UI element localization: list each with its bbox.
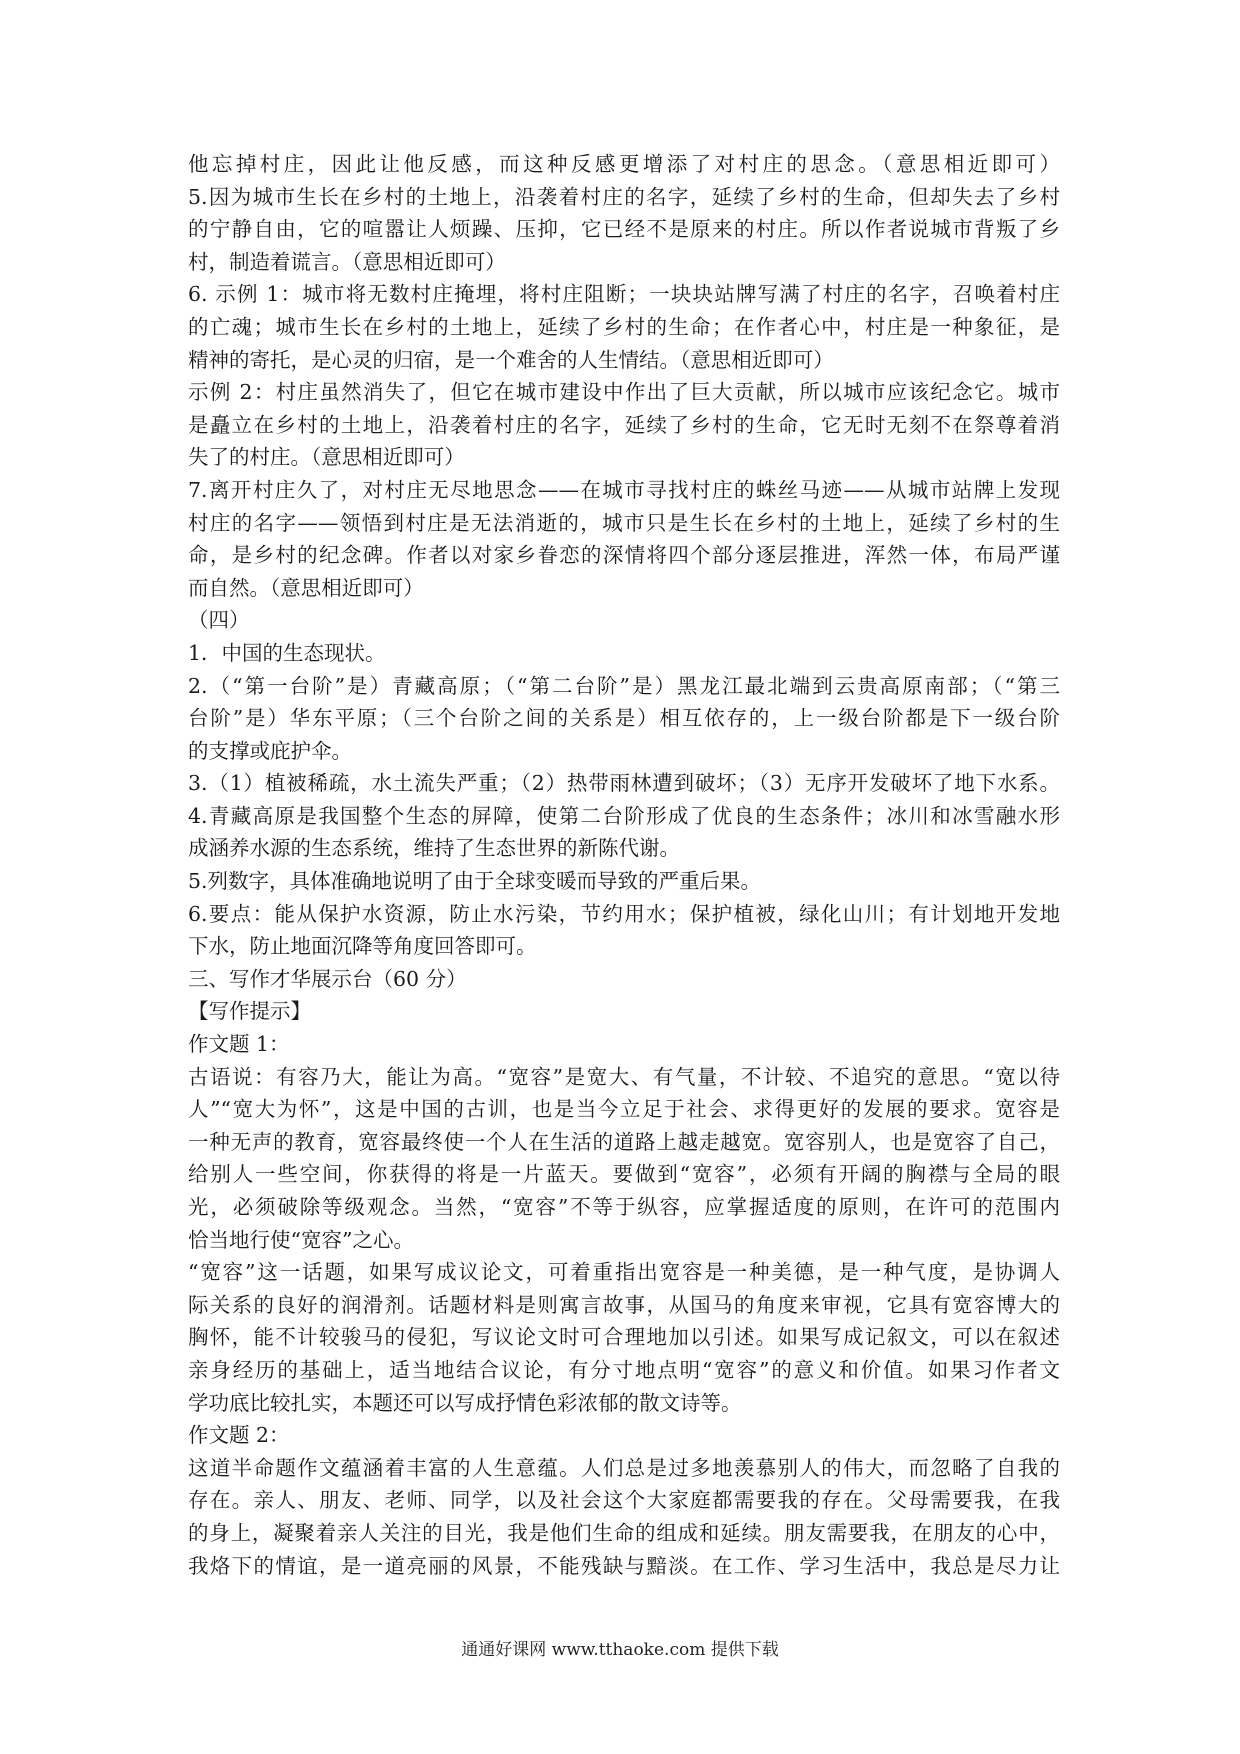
text-line: 这道半命题作文蕴涵着丰富的人生意蕴。人们总是过多地羡慕别人的伟大，而忽略了自我的 (188, 1455, 1060, 1480)
text-line: 台阶”是）华东平原；（三个台阶之间的关系是）相互依存的，上一级台阶都是下一级台阶 (188, 706, 1060, 731)
text-line: 村庄的名字——领悟到村庄是无法消逝的，城市只是生长在乡村的土地上，延续了乡村的生 (188, 510, 1060, 535)
text-line: 亲身经历的基础上，适当地结合议论，有分寸地点明“宽容”的意义和价值。如果习作者文 (188, 1357, 1060, 1382)
subheading: 作文题 1： (188, 1032, 290, 1057)
text-line: 6.要点：能从保护水资源，防止水污染，节约用水；保护植被，绿化山川；有计划地开发地 (188, 901, 1060, 926)
text-line: 他忘掉村庄，因此让他反感，而这种反感更增添了对村庄的思念。（意思相近即可） (188, 152, 1060, 176)
text-line: 际关系的良好的润滑剂。话题材料是则寓言故事，从国马的角度来审视，它具有宽容博大的 (188, 1292, 1060, 1317)
text-line: 古语说：有容乃大，能让为高。“宽容”是宽大、有气量，不计较、不追究的意思。“宽以待 (188, 1064, 1060, 1089)
text-line: 的亡魂；城市生长在乡村的土地上，延续了乡村的生命；在作者心中，村庄是一种象征，是 (188, 314, 1060, 339)
text-line: 3.（1）植被稀疏，水土流失严重；（2）热带雨林遭到破坏；（3）无序开发破坏了地下水系。 (188, 771, 1060, 796)
text-line: 胸怀，能不计较骏马的侵犯，写议论文时可合理地加以引述。如果写成记叙文，可以在叙述 (188, 1325, 1060, 1350)
text-line: 恰当地行使“宽容”之心。 (188, 1227, 414, 1252)
text-line: 学功底比较扎实，本题还可以写成抒情色彩浓郁的散文诗等。 (188, 1390, 742, 1415)
section-heading: （四） (188, 608, 250, 633)
text-line: 命，是乡村的纪念碑。作者以对家乡眷恋的深情将四个部分逐层推进，浑然一体，布局严谨 (188, 543, 1060, 568)
text-line: “宽容”这一话题，如果写成议论文，可着重指出宽容是一种美德，是一种气度，是协调人 (188, 1260, 1060, 1285)
subheading: 作文题 2： (188, 1423, 290, 1448)
text-line: 1．中国的生态现状。 (188, 640, 386, 665)
text-line: 5.列数字，具体准确地说明了由于全球变暖而导致的严重后果。 (188, 869, 762, 894)
text-line: 下水，防止地面沉降等角度回答即可。 (188, 934, 537, 959)
text-line: 6. 示例 1：城市将无数村庄掩埋，将村庄阻断；一块块站牌写满了村庄的名字，召唤着村庄 (188, 282, 1060, 307)
text-line: 的支撑或庇护伞。 (188, 738, 352, 763)
section-heading: 三、写作才华展示台（60 分） (188, 966, 467, 991)
text-line: 5.因为城市生长在乡村的土地上，沿袭着村庄的名字，延续了乡村的生命，但却失去了乡村 (188, 184, 1060, 209)
text-line: 失了的村庄。（意思相近即可） (188, 445, 465, 470)
text-line: 给别人一些空间，你获得的将是一片蓝天。要做到“宽容”，必须有开阔的胸襟与全局的眼 (188, 1162, 1060, 1187)
text-line: 4.青藏高原是我国整个生态的屏障，使第二台阶形成了优良的生态条件；冰川和冰雪融水形 (188, 803, 1060, 828)
text-line: 一种无声的教育，宽容最终使一个人在生活的道路上越走越宽。宽容别人，也是宽容了自己， (188, 1129, 1060, 1154)
section-heading: 【写作提示】 (188, 999, 311, 1024)
text-line: 人”“宽大为怀”，这是中国的古训，也是当今立足于社会、求得更好的发展的要求。宽容是 (188, 1097, 1060, 1122)
document-body (188, 148, 1060, 1582)
text-line: 成涵养水源的生态系统，维持了生态世界的新陈代谢。 (188, 836, 680, 861)
text-line: 7.离开村庄久了，对村庄无尽地思念——在城市寻找村庄的蛛丝马迹——从城市站牌上发现 (188, 477, 1060, 502)
text-line: 而自然。（意思相近即可） (188, 575, 424, 600)
text-line: 精神的寄托，是心灵的归宿，是一个难舍的人生情结。（意思相近即可） (188, 347, 834, 372)
text-line: 的宁静自由，它的喧嚣让人烦躁、压抑，它已经不是原来的村庄。所以作者说城市背叛了乡 (188, 217, 1060, 242)
text-line: 的身上，凝聚着亲人关注的目光，我是他们生命的组成和延续。朋友需要我，在朋友的心中， (188, 1520, 1060, 1545)
text-line: 光，必须破除等级观念。当然，“宽容”不等于纵容，应掌握适度的原则，在许可的范围内 (188, 1195, 1060, 1219)
text-line: 示例 2：村庄虽然消失了，但它在城市建设中作出了巨大贡献，所以城市应该纪念它。城市 (188, 380, 1060, 405)
text-line: 2.（“第一台阶”是）青藏高原；（“第二台阶”是）黑龙江最北端到云贵高原南部；（“第三 (188, 673, 1060, 698)
text-line: 我烙下的情谊，是一道亮丽的风景，不能残缺与黯淡。在工作、学习生活中，我总是尽力让 (188, 1553, 1060, 1578)
page-footer: 通通好课网 www.tthaoke.com 提供下载 (461, 1640, 779, 1660)
text-line: 是矗立在乡村的土地上，沿袭着村庄的名字，延续了乡村的生命，它无时无刻不在祭尊着消 (188, 412, 1060, 437)
text-line: 存在。亲人、朋友、老师、同学，以及社会这个大家庭都需要我的存在。父母需要我，在我 (188, 1488, 1060, 1513)
text-line: 村，制造着谎言。（意思相近即可） (188, 249, 506, 274)
